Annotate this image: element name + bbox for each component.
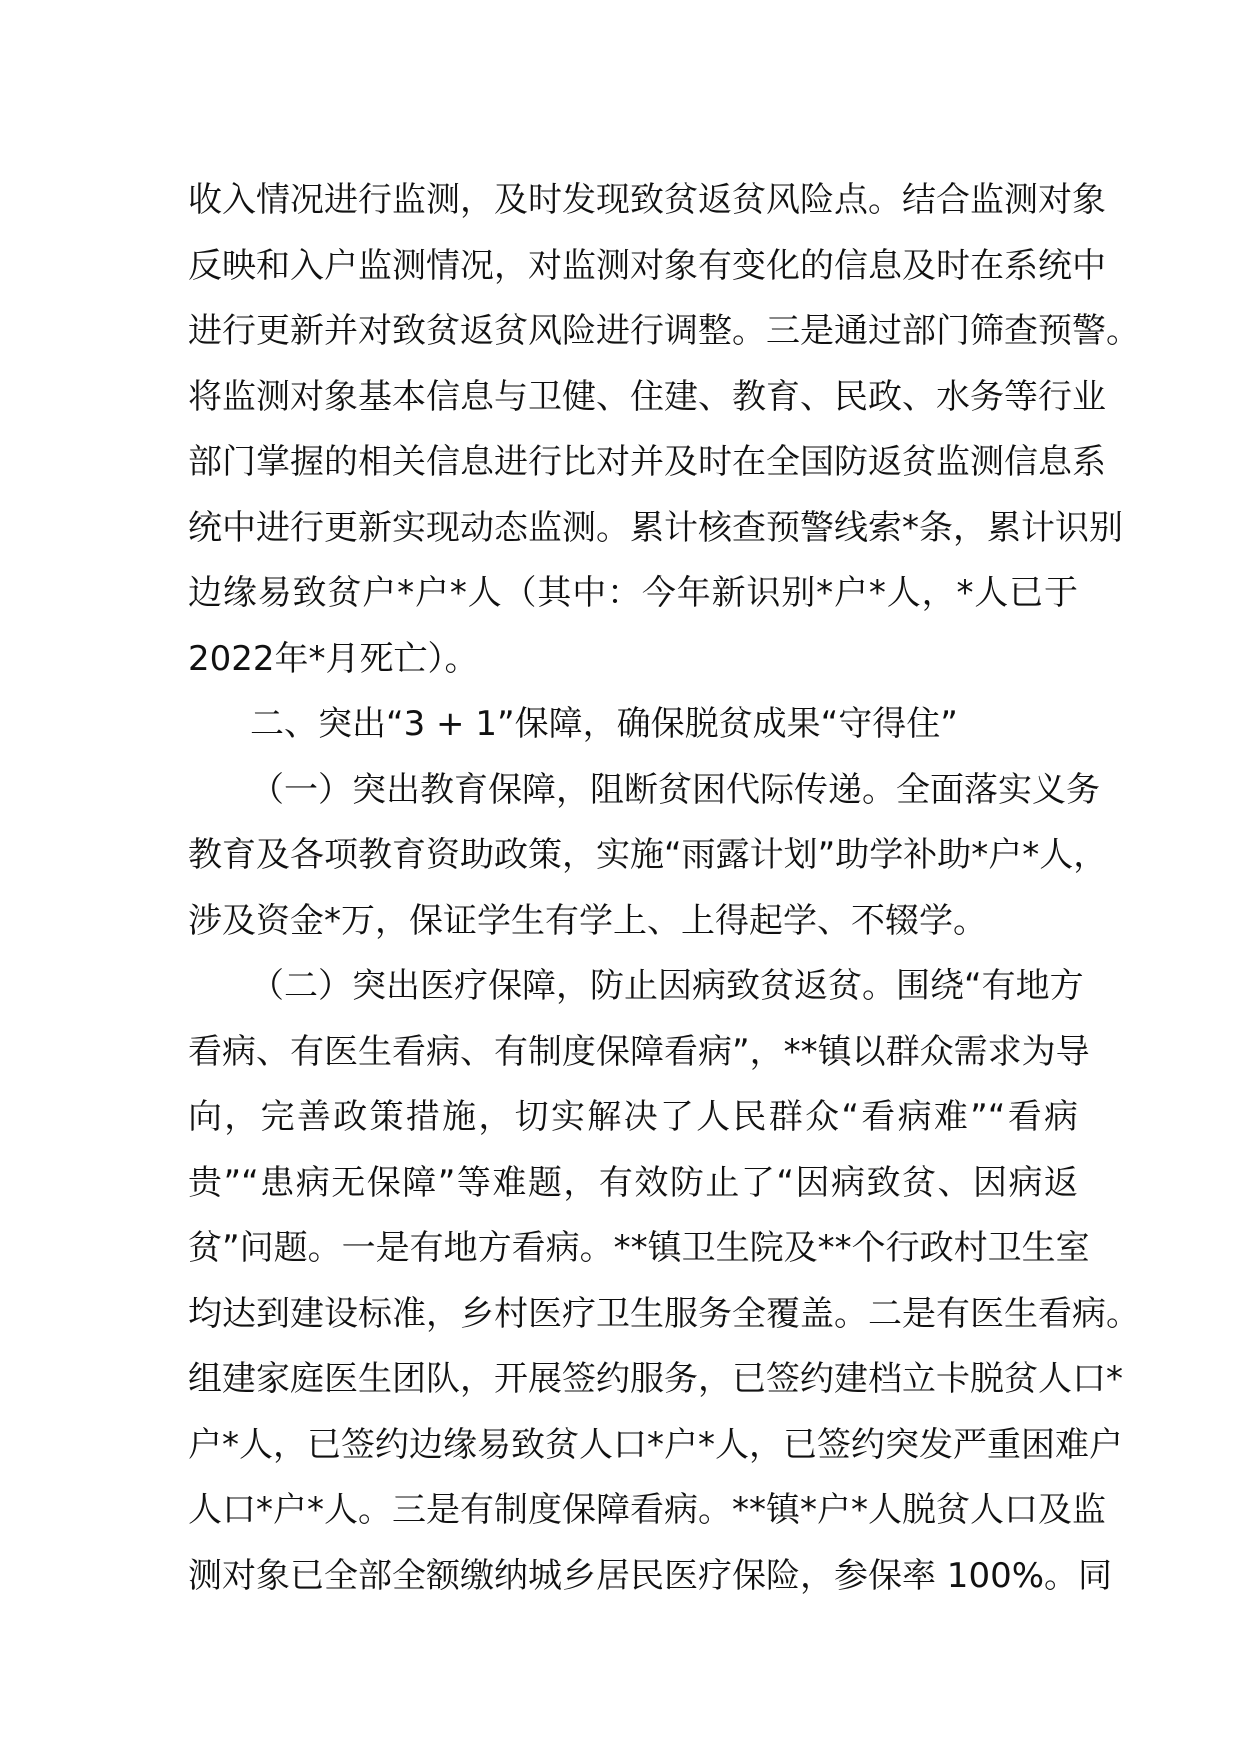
text-line-4: 将监测对象基本信息与卫健、住建、教育、民政、水务等行业	[188, 376, 1106, 417]
text-line-6: 统中进行更新实现动态监测。累计核查预警线索*条，累计识别	[188, 507, 1123, 548]
text-line-15: 向，完善政策措施，切实解决了人民群众“看病难”“看病	[188, 1097, 1078, 1137]
text-line-2: 反映和入户监测情况，对监测对象有变化的信息及时在系统中	[188, 245, 1106, 286]
text-line-1: 收入情况进行监测，及时发现致贫返贫风险点。结合监测对象	[188, 180, 1106, 220]
text-line-12: 涉及资金*万，保证学生有学上、上得起学、不辍学。	[188, 900, 987, 941]
text-line-5: 部门掌握的相关信息进行比对并及时在全国防返贫监测信息系	[188, 442, 1106, 482]
text-line-20: 户*人，已签约边缘易致贫人口*户*人，已签约突发严重困难户	[188, 1424, 1123, 1465]
text-line-7: 边缘易致贫户*户*人（其中：今年新识别*户*人，*人已于	[188, 573, 1078, 613]
text-line-18: 均达到建设标准，乡村医疗卫生服务全覆盖。二是有医生看病。	[188, 1293, 1140, 1334]
section-heading: 二、突出“3 + 1”保障，确保脱贫成果“守得住”	[250, 704, 958, 744]
text-line-17: 贫”问题。一是有地方看病。**镇卫生院及**个行政村卫生室	[188, 1228, 1090, 1268]
text-line-16: 贵”“患病无保障”等难题，有效防止了“因病致贫、因病返	[188, 1162, 1078, 1203]
text-line-21: 人口*户*人。三是有制度保障看病。**镇*户*人脱贫人口及监	[188, 1490, 1106, 1530]
subsection-heading-2: （二）突出医疗保障，防止因病致贫返贫。围绕“有地方	[250, 966, 1084, 1006]
subsection-heading-1: （一）突出教育保障，阻断贫困代际传递。全面落实义务	[250, 769, 1100, 810]
text-line-3: 进行更新并对致贫返贫风险进行调整。三是通过部门筛查预警。	[188, 311, 1140, 351]
text-line-19: 组建家庭医生团队，开展签约服务，已签约建档立卡脱贫人口*	[188, 1359, 1123, 1399]
text-line-8: 2022年*月死亡）。	[188, 638, 479, 679]
text-line-14: 看病、有医生看病、有制度保障看病”，**镇以群众需求为导	[188, 1031, 1090, 1072]
text-line-22: 测对象已全部全额缴纳城乡居民医疗保险，参保率 100%。同	[188, 1555, 1113, 1596]
text-line-11: 教育及各项教育资助政策，实施“雨露计划”助学补助*户*人，	[188, 835, 1108, 875]
body-text	[188, 168, 1140, 1609]
